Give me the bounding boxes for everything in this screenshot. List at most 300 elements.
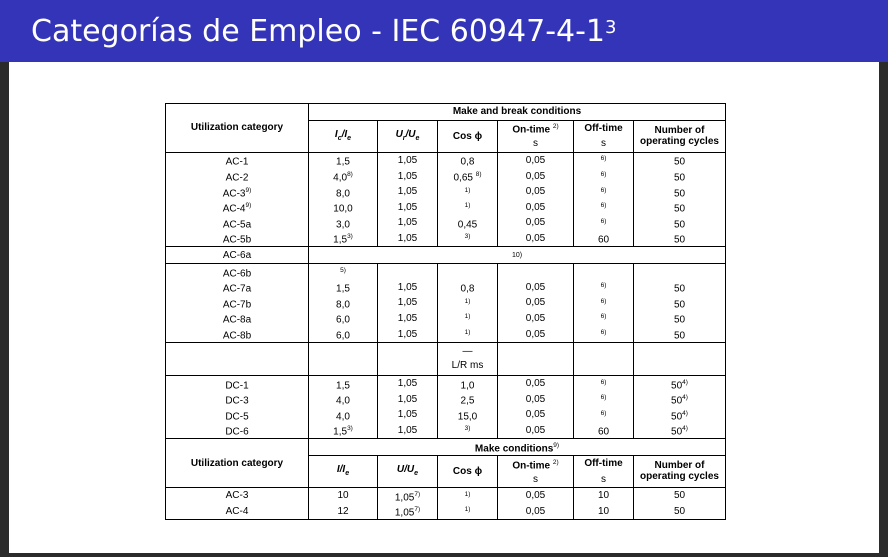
ur-cell	[378, 295, 438, 311]
off-note: 6)	[600, 313, 607, 321]
cos-cell	[438, 200, 498, 216]
table-row	[166, 326, 726, 342]
on-value: 0,05	[525, 505, 546, 517]
cycles-cell	[634, 375, 726, 391]
ic-cell	[309, 375, 378, 391]
frame-bottom-edge	[0, 553, 888, 557]
ic-cell	[309, 407, 378, 423]
ur-value: 1,05	[397, 170, 418, 182]
off-cell	[574, 200, 634, 216]
table-row	[166, 407, 726, 423]
ur-value: 1,05	[397, 409, 418, 421]
u-note: 7)	[414, 506, 421, 514]
ic-cell	[309, 326, 378, 342]
off-cell	[574, 215, 634, 231]
cos-note: 3)	[464, 233, 471, 241]
on-cell	[498, 423, 574, 439]
category-value: AC-3	[222, 187, 246, 199]
cos-cell	[438, 504, 498, 520]
empty-cell	[634, 342, 726, 375]
on-cell	[498, 280, 574, 296]
cycles-value: 50	[671, 395, 683, 407]
category-note: 9)	[245, 202, 252, 210]
category-cell	[166, 184, 309, 200]
i-ie-label-a: I/I	[336, 463, 346, 475]
cos-cell	[438, 263, 498, 279]
category-cell	[166, 200, 309, 216]
cycles-cell	[634, 184, 726, 200]
u-note: 7)	[414, 490, 421, 498]
ur-cell	[378, 263, 438, 279]
category-cell	[166, 215, 309, 231]
off-time-unit-2	[574, 471, 634, 487]
cycles-cell	[634, 168, 726, 184]
table-row	[166, 263, 726, 279]
off-time-label-2: Off-time	[584, 458, 623, 470]
u-ue-label-a: U/U	[396, 463, 415, 475]
cycles-cell	[634, 152, 726, 168]
cycles-label: Number of operating cycles	[640, 125, 719, 148]
on-time-note: 2)	[552, 123, 559, 131]
category-value: AC-5b	[222, 234, 252, 246]
off-cell	[574, 263, 634, 279]
cycles-cell	[634, 311, 726, 327]
u-value: 1,05	[394, 507, 415, 519]
table-row	[166, 152, 726, 168]
off-cell	[574, 280, 634, 296]
ic-ie-label-sub2: e	[347, 134, 352, 142]
empty-cell	[498, 342, 574, 375]
off-note: 6)	[600, 202, 607, 210]
category-cell	[166, 375, 309, 391]
empty-cell	[166, 342, 309, 375]
cycles-cell	[634, 326, 726, 342]
category-cell	[166, 280, 309, 296]
ic-value: 6,0	[336, 330, 350, 342]
ic-cell	[309, 231, 378, 247]
on-cell	[498, 311, 574, 327]
off-note: 6)	[600, 328, 607, 336]
category-value: AC-6a	[222, 249, 252, 261]
ur-value: 1,05	[397, 378, 418, 390]
u-cell	[378, 488, 438, 504]
table-row	[166, 168, 726, 184]
cos-cell	[438, 375, 498, 391]
ur-cell	[378, 200, 438, 216]
table-row	[166, 423, 726, 439]
off-cell	[574, 295, 634, 311]
category-cell	[166, 488, 309, 504]
off-value: 10	[597, 505, 610, 517]
cycles-cell	[634, 295, 726, 311]
u-cell	[378, 504, 438, 520]
off-note: 6)	[600, 297, 607, 305]
on-value: 0,05	[525, 313, 546, 325]
ic-cell	[309, 423, 378, 439]
ic-note: 5)	[340, 266, 346, 274]
off-time-unit-label-2: s	[601, 473, 606, 485]
cos-cell	[438, 168, 498, 184]
on-cell	[498, 184, 574, 200]
cos-value: 15,0	[457, 411, 478, 423]
on-cell	[498, 392, 574, 408]
on-time-unit-label-2: s	[533, 473, 538, 485]
cycles-cell	[634, 504, 726, 520]
cos-note: 1)	[464, 506, 471, 514]
cycles-cell	[634, 215, 726, 231]
cos-cell	[438, 407, 498, 423]
ur-cell	[378, 423, 438, 439]
off-cell	[574, 423, 634, 439]
off-time-header	[574, 120, 634, 136]
category-cell	[166, 231, 309, 247]
ic-value: 1,5	[336, 379, 350, 391]
category-value: DC-3	[225, 395, 249, 407]
make-header	[309, 439, 726, 456]
make-note: 9)	[553, 441, 560, 449]
category-value: AC-8b	[222, 330, 252, 342]
cycles-cell	[634, 407, 726, 423]
cos-cell	[438, 326, 498, 342]
cos-value: 0,65	[453, 172, 473, 184]
header-row-1	[166, 104, 726, 121]
slide-title-text: Categorías de Empleo - IEC 60947-4-1	[31, 14, 606, 49]
ic-value: 3,0	[336, 219, 350, 231]
category-cell	[166, 295, 309, 311]
off-cell	[574, 311, 634, 327]
cos-cell	[438, 280, 498, 296]
off-note: 6)	[600, 155, 607, 163]
table-row	[166, 488, 726, 504]
on-value: 0,05	[525, 424, 546, 436]
ur-ue-label-sub1: r	[402, 134, 406, 142]
utilization-category-header-2	[166, 439, 309, 488]
cycles-header-2	[634, 455, 726, 487]
on-value: 0,05	[525, 170, 546, 182]
cycles-value: 50	[673, 299, 686, 311]
table-row	[166, 215, 726, 231]
off-cell	[574, 392, 634, 408]
header2-row-1	[166, 439, 726, 456]
ic-cell	[309, 280, 378, 296]
ur-cell	[378, 215, 438, 231]
cycles-note: 4)	[682, 409, 688, 417]
on-value: 0,05	[525, 328, 546, 340]
ur-cell	[378, 326, 438, 342]
ic-value: 1,5	[336, 156, 350, 168]
ic-cell	[309, 200, 378, 216]
cycles-header	[634, 120, 726, 152]
cos-cell	[438, 184, 498, 200]
category-note: 9)	[245, 186, 252, 194]
cos-note: 1)	[464, 202, 471, 210]
cos-value: 1,0	[460, 379, 475, 391]
on-value: 0,05	[525, 281, 546, 293]
utilization-category-table	[165, 103, 726, 520]
off-cell	[574, 326, 634, 342]
ur-ue-label-b: /U	[405, 128, 416, 140]
off-cell	[574, 407, 634, 423]
dc-subheader-row	[166, 342, 726, 375]
empty-cell	[378, 342, 438, 375]
table-row	[166, 392, 726, 408]
cycles-label-2: Number of operating cycles	[640, 460, 719, 483]
ur-value: 1,05	[397, 186, 418, 198]
category-cell	[166, 504, 309, 520]
slide-title	[31, 12, 616, 52]
on-value: 0,05	[525, 217, 546, 229]
u-ue-label-sub: e	[414, 469, 419, 477]
on-value: 0,05	[525, 233, 546, 245]
category-cell	[166, 152, 309, 168]
ur-value: 1,05	[397, 313, 418, 325]
on-cell	[498, 375, 574, 391]
ur-value: 1,05	[397, 281, 418, 293]
ic-note: 3)	[347, 425, 353, 433]
ic-cell	[309, 215, 378, 231]
cycles-value: 50	[671, 426, 683, 438]
category-cell	[166, 168, 309, 184]
ic-cell	[309, 311, 378, 327]
cos-note: 1)	[464, 490, 471, 498]
cos-cell	[438, 423, 498, 439]
on-value: 0,05	[525, 186, 546, 198]
lr-label: L/R ms	[451, 359, 484, 371]
ur-value: 1,05	[397, 297, 418, 309]
category-value: DC-1	[225, 379, 249, 391]
on-value: 0,05	[525, 297, 546, 309]
ur-value: 1,05	[397, 393, 418, 405]
i-ie-label-sub: e	[345, 469, 350, 477]
u-ue-label	[397, 464, 418, 475]
category-value: AC-1	[225, 156, 249, 168]
on-cell	[498, 231, 574, 247]
cycles-note: 4)	[682, 425, 688, 433]
cycles-value: 50	[673, 234, 686, 246]
cycles-value: 50	[673, 187, 686, 199]
slide-title-footnote: 3	[605, 17, 617, 38]
off-value: 10	[597, 490, 610, 502]
i-ie-header	[309, 455, 378, 487]
make-break-header	[309, 104, 726, 121]
ic-ie-label-a: I	[334, 128, 338, 140]
on-time-header	[498, 120, 574, 136]
on-time-header-2	[498, 455, 574, 471]
ur-cell	[378, 280, 438, 296]
ur-ue-label	[396, 129, 420, 140]
ic-ie-label-sub1: c	[337, 134, 342, 142]
on-time-label-2: On-time	[512, 459, 551, 471]
u-value: 1,05	[394, 492, 415, 504]
cycles-value: 50	[673, 203, 686, 215]
ic-value: 4,0	[336, 411, 350, 423]
off-value: 60	[597, 426, 610, 438]
ur-cell	[378, 168, 438, 184]
on-time-note-2: 2)	[552, 458, 559, 466]
off-note: 6)	[600, 186, 607, 194]
category-cell	[166, 392, 309, 408]
off-note: 6)	[600, 171, 607, 178]
on-cell	[498, 295, 574, 311]
cycles-cell	[634, 263, 726, 279]
table-row-ac6a	[166, 247, 726, 264]
category-cell	[166, 423, 309, 439]
category-value: AC-7b	[222, 299, 252, 311]
cycles-value: 50	[673, 172, 686, 184]
ic-ie-header	[309, 120, 378, 152]
cos-cell	[438, 215, 498, 231]
category-cell	[166, 263, 309, 279]
table-row	[166, 184, 726, 200]
ic-ie-label-b: /I	[341, 128, 348, 140]
cos-note: 8)	[475, 171, 482, 178]
table-row	[166, 231, 726, 247]
cycles-value: 50	[673, 490, 686, 502]
cycles-value: 50	[673, 505, 686, 517]
category-value: AC-5a	[222, 219, 252, 231]
category-value: AC-3	[225, 490, 249, 502]
on-value: 0,05	[525, 378, 546, 390]
ic-cell	[309, 152, 378, 168]
ic-ie-label	[335, 129, 351, 140]
category-value: AC-4	[225, 505, 249, 517]
make-break-label: Make and break conditions	[452, 106, 582, 118]
off-time-label: Off-time	[584, 122, 623, 134]
off-time-unit-label: s	[601, 138, 606, 150]
off-cell	[574, 152, 634, 168]
cos-note: 1)	[464, 313, 471, 321]
category-cell	[166, 311, 309, 327]
category-cell	[166, 326, 309, 342]
category-value: AC-8a	[222, 314, 252, 326]
cos-cell	[438, 231, 498, 247]
on-value: 0,05	[525, 201, 546, 213]
on-time-unit-label: s	[533, 138, 538, 150]
table-row	[166, 280, 726, 296]
ur-cell	[378, 392, 438, 408]
ic-cell	[309, 295, 378, 311]
cos-header	[438, 120, 498, 152]
cycles-note: 4)	[682, 394, 688, 402]
ur-cell	[378, 184, 438, 200]
cycles-note: 4)	[682, 378, 688, 386]
on-cell	[498, 168, 574, 184]
i-value: 10	[337, 490, 349, 502]
table-row	[166, 200, 726, 216]
lr-dash: —	[462, 345, 473, 357]
cos-label: Cos ϕ	[452, 130, 483, 142]
on-cell	[498, 504, 574, 520]
frame-left-edge	[0, 62, 9, 557]
cos-cell	[438, 152, 498, 168]
cos-value: 2,5	[460, 395, 475, 407]
on-cell	[498, 326, 574, 342]
cycles-value: 50	[671, 411, 683, 423]
ur-value: 1,05	[397, 424, 418, 436]
on-cell	[498, 215, 574, 231]
on-value: 0,05	[525, 393, 546, 405]
table-row	[166, 504, 726, 520]
ic-cell	[309, 263, 378, 279]
off-note: 6)	[600, 217, 607, 225]
ic-cell	[309, 392, 378, 408]
ic-value: 1,5	[336, 283, 350, 295]
utilization-category-label-2: Utilization category	[190, 457, 284, 469]
cycles-cell	[634, 392, 726, 408]
category-value: DC-6	[225, 426, 249, 438]
lr-header	[438, 342, 498, 375]
cycles-cell	[634, 200, 726, 216]
cycles-value: 50	[673, 219, 686, 231]
cos-note: 1)	[464, 186, 471, 194]
ic-note: 3)	[347, 233, 353, 241]
cos-value: 0,8	[460, 156, 475, 168]
off-time-unit	[574, 136, 634, 152]
ur-cell	[378, 152, 438, 168]
off-note: 6)	[600, 378, 607, 386]
on-time-unit	[498, 136, 574, 152]
cos-value: 0,8	[460, 283, 475, 295]
ur-cell	[378, 311, 438, 327]
ac6a-note: 10)	[511, 252, 523, 260]
off-cell	[574, 504, 634, 520]
frame-right-edge	[879, 62, 888, 557]
ic-cell	[309, 168, 378, 184]
on-cell	[498, 488, 574, 504]
ic-value: 1,5	[333, 426, 348, 438]
u-ue-header	[378, 455, 438, 487]
cycles-cell	[634, 423, 726, 439]
empty-cell	[309, 342, 378, 375]
category-value: AC-7a	[222, 283, 252, 295]
on-time-label: On-time	[512, 124, 551, 136]
ic-value: 4,0	[333, 172, 348, 184]
off-note: 6)	[600, 409, 607, 417]
cycles-cell	[634, 488, 726, 504]
on-value: 0,05	[525, 155, 546, 167]
cycles-value: 50	[673, 330, 686, 342]
ur-value: 1,05	[397, 217, 418, 229]
cos-note: 1)	[464, 297, 471, 305]
ic-value: 8,0	[336, 187, 350, 199]
category-value: DC-5	[225, 411, 249, 423]
cos-cell	[438, 488, 498, 504]
category-value: AC-2	[225, 172, 249, 184]
cos-note: 3)	[464, 425, 471, 433]
cycles-value: 50	[671, 379, 683, 391]
empty-cell	[574, 342, 634, 375]
utilization-category-header	[166, 104, 309, 153]
category-cell	[166, 247, 309, 264]
make-label: Make conditions	[474, 443, 554, 455]
off-value: 60	[597, 234, 610, 246]
off-cell	[574, 231, 634, 247]
on-value: 0,05	[525, 409, 546, 421]
cycles-value: 50	[673, 283, 686, 295]
ur-ue-label-sub2: e	[415, 134, 420, 142]
table-row	[166, 375, 726, 391]
off-cell	[574, 168, 634, 184]
ic-note: 8)	[347, 171, 353, 178]
i-cell	[309, 488, 378, 504]
category-value: AC-4	[222, 203, 246, 215]
cycles-value: 50	[673, 156, 686, 168]
ic-value: 1,5	[333, 234, 348, 246]
cos-header-2	[438, 455, 498, 487]
ur-ue-header	[378, 120, 438, 152]
ur-value: 1,05	[397, 155, 418, 167]
ur-cell	[378, 231, 438, 247]
